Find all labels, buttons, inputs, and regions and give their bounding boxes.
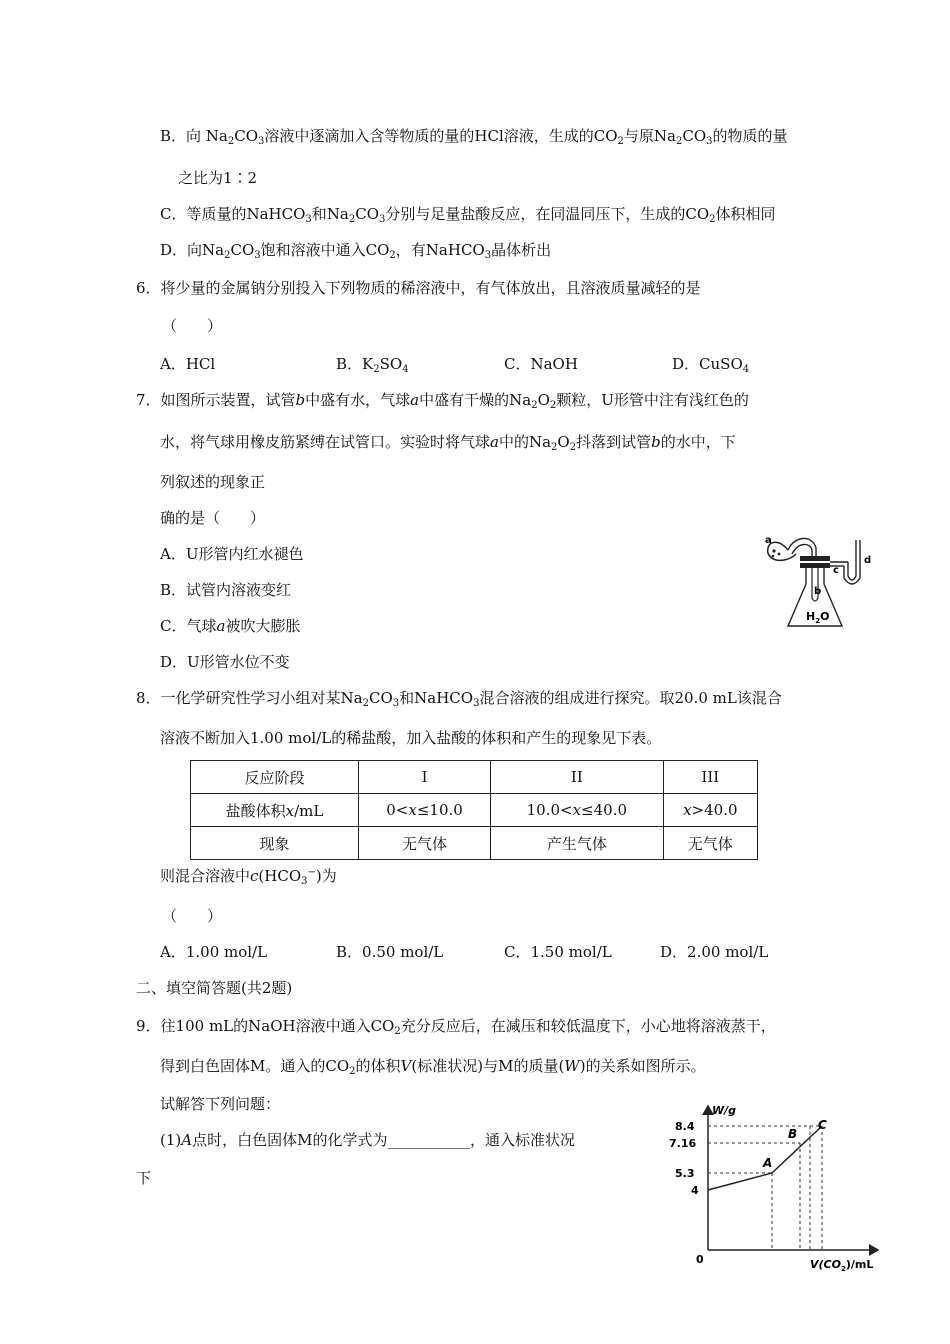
q8-stem-line2: 溶液不断加入1.00 mol/L的稀盐酸，加入盐酸的体积和产生的现象见下表。: [160, 729, 662, 747]
table-row: [191, 794, 758, 827]
table-row: [191, 827, 758, 860]
apparatus-diagram: [760, 526, 872, 634]
q7-option-c: C．气球a被吹大膨胀: [160, 617, 301, 635]
q8-option-c: C．1.50 mol/L: [504, 943, 612, 961]
q8-stem-line1: 8．一化学研究性学习小组对某$Na_2CO_3$和NaHCO$_3$混合溶液的组成进行探究。取20.0 mL该混合: [136, 689, 782, 709]
q8-option-d: D．2.00 mol/L: [660, 943, 769, 961]
q6-option-d: D．CuSO$_4$: [672, 355, 750, 375]
q7-stem-line1: 7．如图所示装置，试管b中盛有水，气球a中盛有干燥的$Na_2O_2$颗粒，U形管中注有浅红色的: [136, 391, 749, 411]
q8-answer-paren: （ ）: [162, 907, 223, 925]
y-axis-label: W/g: [712, 1104, 737, 1117]
q5-option-d: D．向$Na_2CO_3$饱和溶液中通入$CO_2$，有NaHCO$_3$晶体析出: [160, 241, 552, 261]
origin-label: 0: [696, 1253, 704, 1266]
point-label-c: C: [818, 1118, 827, 1132]
fig-label-d: d: [864, 555, 872, 566]
q7-stem-line3: 列叙述的现象正: [160, 473, 266, 491]
table-cell: 盐酸体积x/mL: [191, 794, 359, 827]
table-cell: 0<x≤10.0: [359, 794, 491, 827]
point-label-b: B: [788, 1127, 798, 1141]
q6-answer-paren: （ ）: [162, 317, 223, 335]
q9-stem-line1: 9．往100 mL的NaOH溶液中通入$CO_2$充分反应后，在减压和较低温度下，小心地将溶液蒸干，: [136, 1017, 776, 1037]
table-header-cell: II: [491, 761, 664, 794]
q9-part1-cont: 下: [136, 1169, 152, 1187]
fig-label-a: a: [765, 535, 772, 546]
table-header-cell: 反应阶段: [191, 761, 359, 794]
q8-option-a: A．1.00 mol/L: [160, 943, 268, 961]
q8-option-b: B．0.50 mol/L: [336, 943, 444, 961]
x-axis-label: $V(CO_2)/mL$: [810, 1258, 874, 1273]
q7-option-b: B．试管内溶液变红: [160, 581, 292, 599]
reaction-table: [190, 760, 758, 860]
point-label-a: A: [763, 1156, 773, 1170]
fig-label-c: c: [833, 565, 839, 576]
table-header-cell: I: [359, 761, 491, 794]
q5-option-c: C．等质量的NaHCO$_3$和$Na_2CO_3$分别与足量盐酸反应，在同温同压下，生成的$CO_2$体积相同: [160, 205, 776, 225]
fig-label-b: b: [814, 586, 822, 597]
q9-instruction: 试解答下列问题：: [160, 1095, 281, 1113]
y-tick-label: 5.3: [675, 1167, 695, 1180]
q9-part1: (1)A点时，白色固体M的化学式为___________，通入标准状况: [160, 1131, 575, 1149]
q7-stem-line4: 确的是（ ）: [160, 509, 266, 527]
q9-stem-line2: 得到白色固体M。通入的$CO_2$的体积V(标准状况)与M的质量(W)的关系如图所示。: [160, 1057, 706, 1077]
q6-stem: 6．将少量的金属钠分别投入下列物质的稀溶液中，有气体放出，且溶液质量减轻的是: [136, 279, 701, 297]
q5-option-b: B．向 $Na_2CO_3$溶液中逐滴加入含等物质的量的HCl溶液，生成的$CO_2$与原$Na_2CO_3$的物质的量: [160, 127, 788, 147]
table-cell: 10.0<x≤40.0: [491, 794, 664, 827]
y-tick-label: 8.4: [675, 1120, 695, 1133]
table-cell: 无气体: [359, 827, 491, 860]
table-header-cell: III: [663, 761, 757, 794]
q7-stem-line2: 水，将气球用橡皮筋紧缚在试管口。实验时将气球a中的$Na_2O_2$抖落到试管b的水中，下: [160, 433, 736, 453]
q8-after-table: 则混合溶液中$c(HCO_3^-)$为: [160, 867, 337, 887]
section-heading: 二、填空简答题(共2题): [136, 979, 293, 997]
fig-label-h2o: $H_2O$: [806, 610, 830, 625]
q6-option-a: A．HCl: [160, 355, 216, 373]
q7-option-d: D．U形管水位不变: [160, 653, 290, 671]
y-tick-label: 4: [691, 1184, 699, 1197]
q5-option-b-cont: 之比为1∶2: [178, 169, 258, 187]
q6-option-b: B．$K_2SO_4$: [336, 355, 409, 375]
q6-option-c: C．NaOH: [504, 355, 578, 373]
table-cell: 现象: [191, 827, 359, 860]
q7-option-a: A．U形管内红水褪色: [160, 545, 304, 563]
table-row: [191, 761, 758, 794]
table-cell: 产生气体: [491, 827, 664, 860]
table-cell: 无气体: [663, 827, 757, 860]
table-cell: x>40.0: [663, 794, 757, 827]
y-tick-label: 7.16: [669, 1137, 697, 1150]
w-vs-v-graph: [660, 1100, 886, 1276]
